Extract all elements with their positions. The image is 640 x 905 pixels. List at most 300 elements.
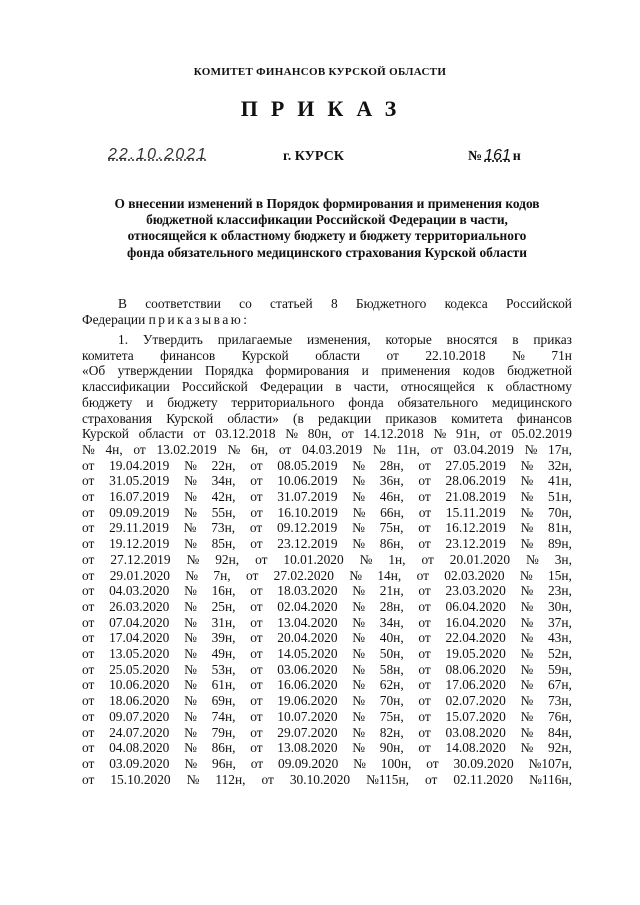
word: 15.07.2020 <box>445 708 506 724</box>
word: № <box>186 551 200 567</box>
word: № <box>520 504 534 520</box>
word: 13.02.2019 <box>156 441 217 457</box>
word: 02.03.2020 <box>444 567 505 583</box>
word: от <box>255 551 268 567</box>
word: № <box>184 489 197 505</box>
word: № <box>184 693 197 709</box>
word: 04.03.2019 <box>301 441 363 457</box>
word: 75н, <box>379 708 404 724</box>
word: 21.08.2019 <box>445 489 506 505</box>
word: 17н, <box>548 441 572 457</box>
word: 76н, <box>547 708 572 724</box>
word: №115н, <box>366 771 409 787</box>
word: 30.10.2020 <box>289 771 351 787</box>
body-line <box>82 536 572 552</box>
word: 16.07.2019 <box>109 489 170 505</box>
word: от <box>82 646 95 662</box>
body-line <box>82 312 572 328</box>
order-word: приказываю: <box>148 311 250 327</box>
word: 31.05.2019 <box>109 473 170 489</box>
word: от <box>418 583 431 599</box>
document-date: 22.10.2021 <box>108 146 209 163</box>
word: № <box>512 347 525 363</box>
word: № <box>285 426 299 442</box>
word: вносятся <box>446 332 498 347</box>
word: 18.06.2020 <box>109 693 170 709</box>
word: № <box>520 724 534 740</box>
word: 02.04.2020 <box>277 598 338 614</box>
word: № <box>349 567 363 583</box>
word: от <box>82 551 95 567</box>
word: от <box>418 661 431 677</box>
word: кодекса <box>444 296 488 311</box>
word: 70н, <box>548 504 572 520</box>
word: от <box>250 677 263 693</box>
word: 03.09.2020 <box>109 755 170 771</box>
word: от <box>250 536 263 552</box>
word: 24.07.2020 <box>109 724 170 740</box>
word: 37н, <box>547 614 572 630</box>
word: приказов <box>385 410 437 426</box>
word: бюджетной <box>507 363 572 379</box>
word: 27.12.2019 <box>110 551 171 567</box>
body-line <box>82 583 572 599</box>
word: Курской <box>82 426 129 442</box>
word: от <box>418 504 432 520</box>
word: 15.10.2020 <box>110 771 171 787</box>
word: 51н, <box>547 489 572 505</box>
word: 66н, <box>380 504 405 520</box>
word: от <box>82 504 95 520</box>
word: от <box>418 536 431 552</box>
word: 86н, <box>379 536 404 552</box>
subject-line: бюджетной классификации Российской Федерации в части, <box>146 212 508 228</box>
word: от <box>82 677 95 693</box>
body-line <box>82 458 572 474</box>
body-line <box>82 725 572 741</box>
word: № <box>184 457 197 473</box>
word: №107н, <box>528 755 572 771</box>
document-city: г. КУРСК <box>283 149 344 164</box>
word: от <box>250 598 263 614</box>
word: № <box>524 441 538 457</box>
word: 96н, <box>212 755 236 771</box>
word: от <box>250 724 263 740</box>
word: 50н, <box>379 646 404 662</box>
word: 53н, <box>211 661 236 677</box>
word: № <box>520 740 534 756</box>
word: в <box>335 379 342 395</box>
word: 16.06.2020 <box>277 677 338 693</box>
word: 27.02.2020 <box>273 567 334 583</box>
body-line <box>82 646 572 662</box>
word: 6н, <box>250 441 269 457</box>
word: от <box>261 771 274 787</box>
word: от <box>82 598 95 614</box>
word: 82н, <box>379 724 404 740</box>
word: от <box>82 520 95 536</box>
word: 34н, <box>211 473 236 489</box>
word: 06.04.2020 <box>445 598 506 614</box>
word: № <box>352 708 366 724</box>
word: от <box>426 755 439 771</box>
word: № <box>184 504 197 520</box>
word: 62н, <box>379 677 404 693</box>
word: № <box>520 661 534 677</box>
word: № <box>520 646 534 662</box>
word: № <box>372 441 386 457</box>
body-line <box>82 677 572 693</box>
word: 31.07.2019 <box>277 489 338 505</box>
word: 22.04.2020 <box>445 630 506 646</box>
word: № <box>184 755 198 771</box>
word: от <box>278 441 292 457</box>
word: Курской <box>166 410 214 426</box>
word: 46н, <box>379 489 404 505</box>
word: № <box>520 489 534 505</box>
word: № <box>352 536 366 552</box>
body-line <box>82 363 572 379</box>
word: № <box>359 551 373 567</box>
word: 21н, <box>379 583 404 599</box>
word: 81н, <box>548 520 572 536</box>
word: 36н, <box>379 473 404 489</box>
word: № <box>520 536 534 552</box>
word: от <box>418 724 431 740</box>
word: от <box>250 755 264 771</box>
word: 09.12.2019 <box>277 520 338 536</box>
word: № <box>184 646 197 662</box>
word: от <box>82 457 95 473</box>
word: от <box>418 473 431 489</box>
word: № <box>184 740 197 756</box>
word: № <box>183 520 197 536</box>
word: № <box>433 426 447 442</box>
word: кодов <box>462 363 495 379</box>
word: от <box>424 771 438 787</box>
word: утверждении <box>117 363 193 379</box>
word: 14н, <box>377 567 402 583</box>
word: 18.03.2020 <box>277 583 338 599</box>
word: В <box>118 296 127 311</box>
word: № <box>525 551 539 567</box>
word: 49н, <box>211 646 236 662</box>
word: 14.12.2018 <box>363 426 424 442</box>
word: 80н, <box>307 426 332 442</box>
word: 15.11.2019 <box>445 504 506 520</box>
word: которые <box>385 332 432 347</box>
word: 4н, <box>105 441 123 457</box>
body-line <box>82 568 572 584</box>
word: Порядка <box>205 363 254 379</box>
word: № <box>520 708 534 724</box>
word: 7н, <box>213 567 231 583</box>
word: № <box>520 473 534 489</box>
word: 40н, <box>379 630 404 646</box>
paragraph-preamble <box>82 296 572 327</box>
word: 19.12.2019 <box>109 536 170 552</box>
word: от <box>418 677 431 693</box>
word: от <box>418 740 431 756</box>
word: 15н, <box>548 567 572 583</box>
word: 16.04.2020 <box>445 614 506 630</box>
word: 30.09.2020 <box>453 755 514 771</box>
word: 28н, <box>379 598 404 614</box>
word: 04.08.2020 <box>109 740 170 756</box>
word: 73н, <box>547 693 572 709</box>
word: Федерации <box>259 379 324 395</box>
word: от <box>82 614 95 630</box>
word: 16н, <box>211 583 236 599</box>
word: № <box>520 614 534 630</box>
word: части, <box>353 379 389 395</box>
word: страхования <box>82 410 153 426</box>
word: 23.12.2019 <box>445 536 506 552</box>
word: 04.03.2020 <box>109 583 170 599</box>
word: № <box>352 457 366 473</box>
word: от <box>250 630 263 646</box>
word: от <box>82 693 95 709</box>
word: 13.05.2020 <box>109 646 170 662</box>
document-title: ПРИКАЗ <box>240 96 410 121</box>
body-line <box>82 296 572 312</box>
word: 86н, <box>211 740 236 756</box>
word: и <box>146 394 154 410</box>
word: № <box>184 583 197 599</box>
word: от <box>489 426 502 442</box>
word: бюджету <box>167 394 218 410</box>
organization-name: КОМИТЕТ ФИНАНСОВ КУРСКОЙ ОБЛАСТИ <box>193 66 447 78</box>
body-line <box>82 505 572 521</box>
word: статьей <box>270 296 313 311</box>
body-line-text: Федерации <box>82 311 146 327</box>
word: от <box>250 693 263 709</box>
word: от <box>82 536 95 552</box>
word: со <box>239 296 252 311</box>
word: от <box>418 614 431 630</box>
word: от <box>430 441 443 457</box>
subject-line: фонда обязательного медицинского страхования Курской области <box>127 244 527 260</box>
word: 14.08.2020 <box>445 740 506 756</box>
word: № <box>519 567 533 583</box>
body-line <box>82 411 572 427</box>
word: 03.12.2018 <box>215 426 276 442</box>
word: от <box>245 567 259 583</box>
word: Курской <box>241 347 289 363</box>
body-line <box>82 756 572 772</box>
word: бюджету <box>82 394 133 410</box>
word: редакции <box>317 410 372 426</box>
subject-line: относящейся к областному бюджету и бюджету территориального <box>127 228 527 244</box>
word: 22.10.2018 <box>425 347 486 363</box>
word: от <box>82 771 95 787</box>
word: 58н, <box>379 661 404 677</box>
word: 17.04.2020 <box>109 630 170 646</box>
word: 71н <box>551 347 572 363</box>
word: 61н, <box>211 677 236 693</box>
word: от <box>133 441 146 457</box>
word: прилагаемые <box>217 332 293 347</box>
word: 32н, <box>547 457 572 473</box>
word: 70н, <box>379 693 404 709</box>
word: № <box>184 473 197 489</box>
body-line <box>82 615 572 631</box>
word: 29.07.2020 <box>277 724 338 740</box>
word: 31н, <box>211 614 236 630</box>
word: 89н, <box>547 536 572 552</box>
word: 73н, <box>211 520 236 536</box>
word: изменения, <box>306 332 371 347</box>
word: области <box>138 426 184 442</box>
word: от <box>82 724 95 740</box>
word: от <box>250 504 263 520</box>
body-line <box>82 693 572 709</box>
word: области» <box>227 410 279 426</box>
word: от <box>250 708 263 724</box>
word: 16.10.2019 <box>277 504 338 520</box>
document-number <box>468 147 521 165</box>
word: 69н, <box>211 693 236 709</box>
word: № <box>184 614 197 630</box>
word: 02.11.2020 <box>453 771 514 787</box>
word: 28н, <box>379 457 404 473</box>
word: 30н, <box>547 598 572 614</box>
word: от <box>250 614 263 630</box>
word: от <box>250 457 263 473</box>
word: 08.06.2020 <box>445 661 506 677</box>
body-line <box>82 662 572 678</box>
word: № <box>352 489 366 505</box>
word: финансов <box>516 410 572 426</box>
word: 26.03.2020 <box>109 598 170 614</box>
word: 09.07.2020 <box>109 708 170 724</box>
word: 19.05.2020 <box>445 646 506 662</box>
word: от <box>418 520 431 536</box>
word: комитета <box>82 347 134 363</box>
word: области <box>315 347 360 363</box>
word: 100н, <box>380 755 412 771</box>
word: 34н, <box>379 614 404 630</box>
word: № <box>184 536 197 552</box>
word: 84н, <box>547 724 572 740</box>
word: Российской <box>505 296 572 311</box>
word: финансов <box>160 347 216 363</box>
word: 43н, <box>547 630 572 646</box>
body-line <box>82 772 572 788</box>
word: фонда <box>348 394 384 410</box>
word: Российской <box>181 379 248 395</box>
word: 08.05.2019 <box>277 457 338 473</box>
word: от <box>193 426 206 442</box>
body-line <box>82 442 572 458</box>
word: № <box>352 740 366 756</box>
word: 1. <box>118 332 129 347</box>
subject-line: О внесении изменений в Порядок формирования и применения кодов <box>114 196 540 211</box>
word: территориального <box>231 394 335 410</box>
word: от <box>82 755 95 771</box>
word: от <box>341 426 354 442</box>
word: от <box>82 489 95 505</box>
word: № <box>185 567 199 583</box>
word: от <box>82 661 95 677</box>
body-line <box>82 473 572 489</box>
word: от <box>421 551 434 567</box>
body-line <box>82 348 572 364</box>
word: № <box>520 630 534 646</box>
word: медицинского <box>491 394 572 410</box>
word: 23.12.2019 <box>277 536 338 552</box>
word: № <box>520 583 534 599</box>
word: 03.06.2020 <box>277 661 338 677</box>
body-line <box>82 630 572 646</box>
word: обязательного <box>397 394 479 410</box>
word: № <box>184 724 197 740</box>
body-line <box>82 740 572 756</box>
word: от <box>250 473 263 489</box>
body-line <box>82 599 572 615</box>
word: «Об <box>82 363 106 379</box>
word: от <box>418 693 431 709</box>
word: 55н, <box>211 504 236 520</box>
word: № <box>520 598 534 614</box>
word: 05.02.2019 <box>511 426 572 442</box>
word: от <box>82 567 95 583</box>
word: 27.05.2019 <box>445 457 506 473</box>
word: от <box>418 457 431 473</box>
paragraph-item-1 <box>82 332 572 787</box>
word: 85н, <box>211 536 236 552</box>
word: № <box>352 583 366 599</box>
word: 23н, <box>547 583 572 599</box>
word: № <box>184 661 197 677</box>
word: 39н, <box>211 630 236 646</box>
word: формирования <box>265 363 350 379</box>
word: Утвердить <box>142 332 203 347</box>
word: № <box>352 724 366 740</box>
word: 112н, <box>215 771 246 787</box>
word: № <box>520 677 534 693</box>
word: 3н, <box>554 551 572 567</box>
word: 22н, <box>211 457 236 473</box>
word: № <box>352 646 366 662</box>
word: и <box>361 363 369 379</box>
word: № <box>352 693 366 709</box>
word: 52н, <box>547 646 572 662</box>
word: 59н, <box>547 661 572 677</box>
word: соответствии <box>145 296 221 311</box>
word: 90н, <box>379 740 404 756</box>
word: 20.01.2020 <box>449 551 511 567</box>
body-line <box>82 489 572 505</box>
word: от <box>82 473 95 489</box>
word: № <box>352 520 365 536</box>
word: 20.04.2020 <box>277 630 338 646</box>
body-line <box>82 379 572 395</box>
word: 19.06.2020 <box>277 693 338 709</box>
word: 10.01.2020 <box>283 551 344 567</box>
word: в <box>512 332 519 347</box>
word: от <box>250 661 263 677</box>
word: 13.08.2020 <box>277 740 338 756</box>
word: Бюджетного <box>355 296 427 311</box>
word: от <box>386 347 399 363</box>
body-line <box>82 332 572 348</box>
word: № <box>352 598 366 614</box>
word: 10.06.2020 <box>109 677 170 693</box>
word: относящейся <box>400 379 475 395</box>
word: классификации <box>82 379 170 395</box>
word: 09.09.2020 <box>278 755 339 771</box>
